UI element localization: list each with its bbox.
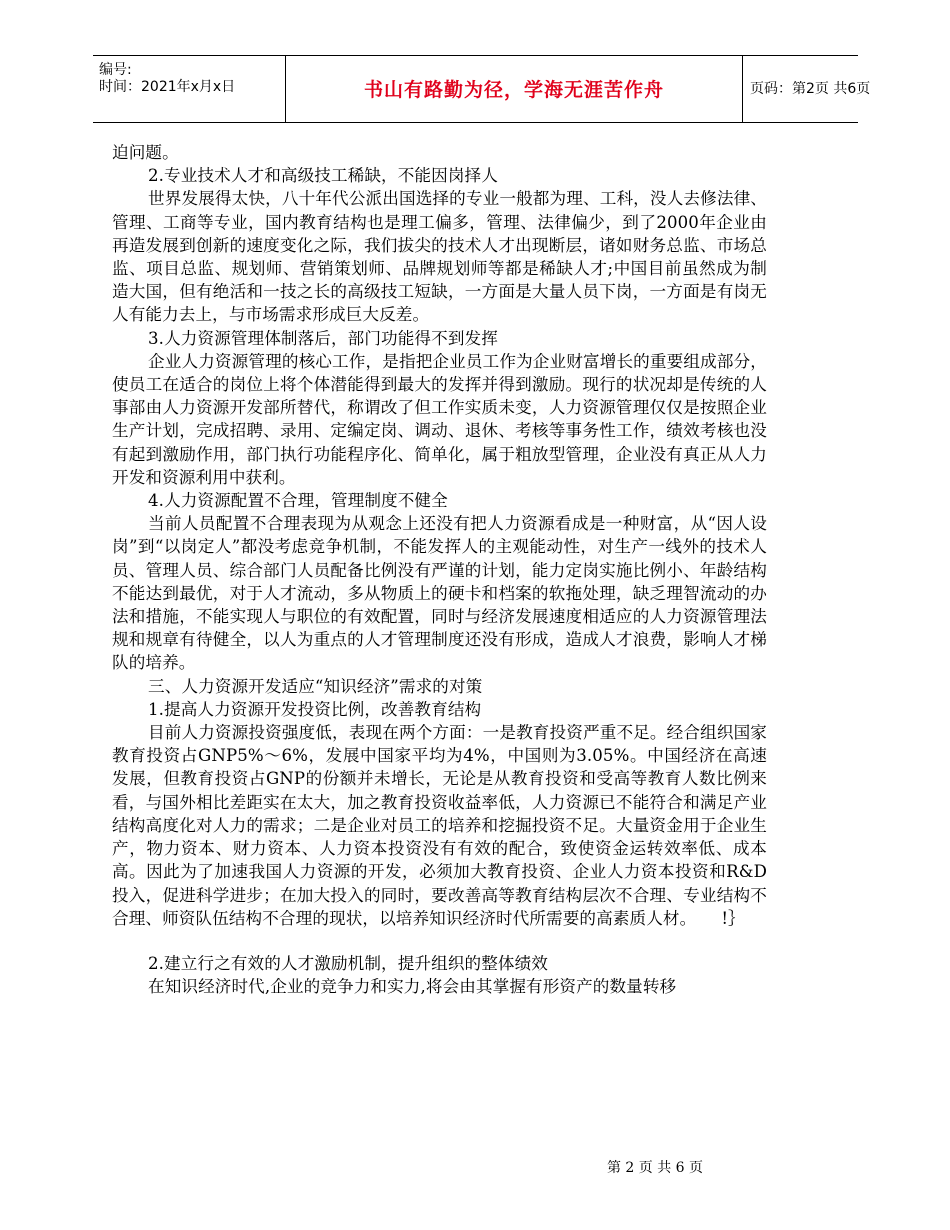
header-page-cell xyxy=(742,56,871,122)
header-motto: 书山有路勤为径，学海无涯苦作舟 xyxy=(363,79,664,101)
chapter-heading: 三、人力资源开发适应“知识经济”需求的对策 xyxy=(148,676,483,696)
page-header xyxy=(93,55,871,123)
section-heading-2: 2.建立行之有效的人才激励机制，提升组织的整体绩效 xyxy=(148,953,548,973)
header-motto-cell xyxy=(285,56,743,122)
paragraph: 目前人力资源投资强度低，表现在两个方面：一是教育投资严重不足。经合组织国家教育投资占GNP5%～6%，发展中国家平均为4%，中国则为3.05%。中国经济在高速发展，但教育投资占GNP的份额并未增长，无论是从教育投资和受高等教育人数比例来看，与国外相比差距实在太大，加之教育投资收益率低，人力资源已不能符合和满足产业结构高度化对人力的需求；二是企业对员工的培养和挖掘投资不足。大量资金用于企业生产，物力资本、财力资本、人力资本投资没有有效的配合，致使资金运转效率低、成本高。因此为了加速我国人力资源的开发，必须加大教育投资、企业人力资本投资和R&D投入，促进科学进步；在加大投入的同时，要改善高等教育结构层次不合理、专业结构不合理、师资队伍结构不合理的现状，以培养知识经济时代所需要的高素质人材。 !｝ xyxy=(112,723,767,928)
section-heading-4: 4.人力资源配置不合理，管理制度不健全 xyxy=(148,491,448,511)
header-info-cell xyxy=(93,56,285,122)
header-page-info: 页码：第2页 共6页 xyxy=(750,81,871,97)
paragraph: 在知识经济时代,企业的竞争力和实力,将会由其掌握有形资产的数量转移 xyxy=(148,977,677,997)
footer-page-number: 第 2 页 共 6 页 xyxy=(606,1160,704,1176)
paragraph-continuation: 迫问题。 xyxy=(112,143,179,162)
section-heading-1: 1.提高人力资源开发投资比例，改善教育结构 xyxy=(148,699,482,719)
document-code-label: 编号: xyxy=(99,62,132,78)
document-time-label: 时间：2021年x月x日 xyxy=(99,79,236,95)
section-heading-3: 3.人力资源管理体制落后，部门功能得不到发挥 xyxy=(148,328,498,348)
page-footer xyxy=(0,1157,950,1177)
paragraph: 企业人力资源管理的核心工作，是指把企业员工作为企业财富增长的重要组成部分，使员工在适合的岗位上将个体潜能得到最大的发挥并得到激励。现行的状况却是传统的人事部由人力资源开发部所替代，称谓改了但工作实质未变，人力资源管理仅仅是按照企业生产计划，完成招聘、录用、定编定岗、调动、退休、考核等事务性工作，绩效考核也没有起到激励作用，部门执行功能程序化、简单化，属于粗放型管理，企业没有真正从人力开发和资源利用中获利。 xyxy=(112,351,767,487)
paragraph-gap xyxy=(112,930,767,952)
section-heading-2: 2.专业技术人才和高级技工稀缺，不能因岗择人 xyxy=(148,166,498,186)
paragraph: 世界发展得太快，八十年代公派出国选择的专业一般都为理、工科，没人去修法律、管理、工商等专业，国内教育结构也是理工偏多，管理、法律偏少，到了2000年企业由再造发展到创新的速度变化之际，我们拔尖的技术人才出现断层，诸如财务总监、市场总监、项目总监、规划师、营销策划师、品牌规划师等都是稀缺人才;中国目前虽然成为制造大国，但有绝活和一技之长的高级技工短缺，一方面是大量人员下岗，一方面是有岗无人有能力去上，与市场需求形成巨大反差。 xyxy=(112,189,767,325)
document-body xyxy=(112,141,767,998)
paragraph: 当前人员配置不合理表现为从观念上还没有把人力资源看成是一种财富，从“因人设岗”到“以岗定人”都没考虑竞争机制，不能发挥人的主观能动性，对生产一线外的技术人员、管理人员、综合部门人员配备比例没有严谨的计划，能力定岗实施比例小、年龄结构不能达到最优，对于人才流动，多从物质上的硬卡和档案的软拖处理，缺乏理智流动的办法和措施，不能实现人与职位的有效配置，同时与经济发展速度相适应的人力资源管理法规和规章有待健全，以人为重点的人才管理制度还没有形成，造成人才浪费，影响人才梯队的培养。 xyxy=(112,514,767,673)
